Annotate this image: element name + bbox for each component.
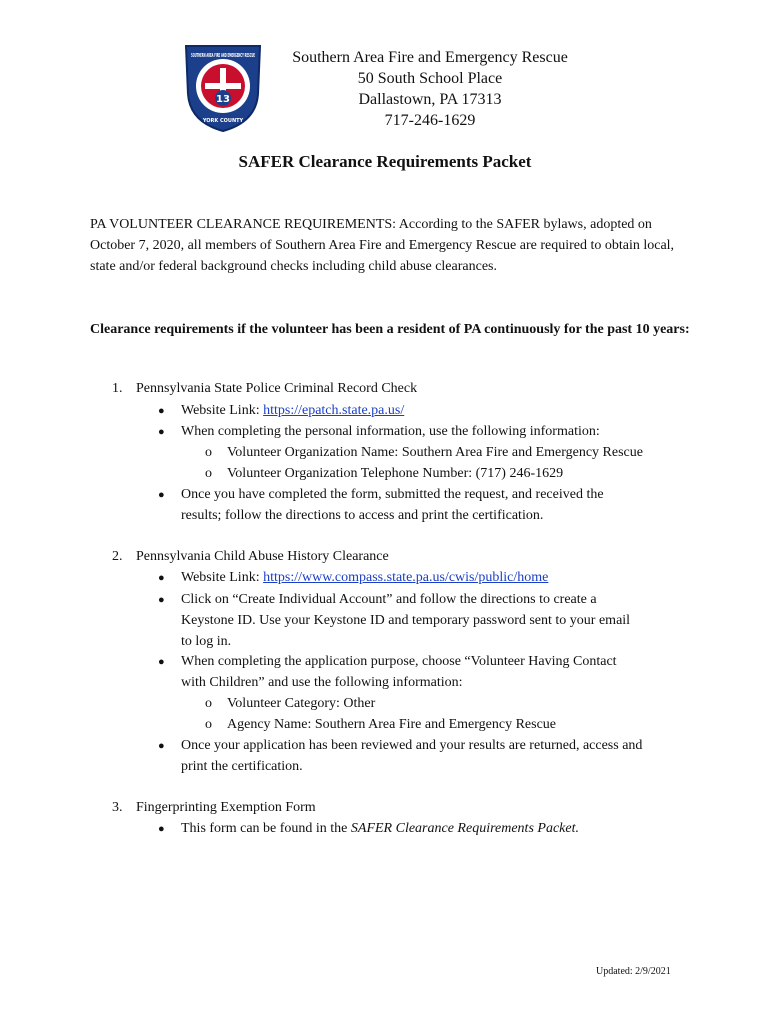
instruction-text: with Children” and use the following information: — [181, 675, 463, 690]
organization-header — [250, 47, 610, 131]
org-phone: 717-246-1629 — [384, 112, 476, 129]
item-number: 3. — [112, 800, 123, 815]
instruction-text: Click on “Create Individual Account” and follow the directions to create a — [181, 592, 597, 607]
bullet: ● — [158, 426, 165, 438]
packet-name: SAFER Clearance Requirements Packet. — [350, 821, 579, 836]
updated-date: Updated: 2/9/2021 — [596, 966, 671, 977]
link-line — [181, 567, 548, 588]
bullet: ● — [158, 572, 165, 584]
instruction-text: print the certification. — [181, 759, 303, 774]
instruction-prefix: This form can be found in the — [181, 821, 351, 836]
sub-bullet: o — [205, 445, 212, 460]
sub-bullet: o — [205, 466, 212, 481]
bullet: ● — [158, 405, 165, 417]
logo-bottom-text: YORK COUNTY — [202, 118, 244, 124]
org-name: Southern Area Fire and Emergency Rescue — [292, 49, 568, 66]
instruction-text: Once you have completed the form, submitted the request, and received the — [181, 487, 604, 502]
item-title: Pennsylvania State Police Criminal Record Check — [136, 381, 418, 396]
item-title: Fingerprinting Exemption Form — [136, 800, 316, 815]
link-line — [181, 400, 404, 421]
sub-item-text: Volunteer Category: Other — [227, 696, 376, 711]
intro-paragraph: PA VOLUNTEER CLEARANCE REQUIREMENTS: According to the SAFER bylaws, adopted on October 7, 2020, all members of Southern Area Fire and Emergency Rescue are required to obtain local, state and/or federal background checks including child abuse clearances. — [90, 217, 675, 274]
logo-number: 13 — [216, 94, 230, 105]
psp-website-link[interactable]: https://epatch.state.pa.us/ — [263, 403, 405, 418]
instruction-text: to log in. — [181, 634, 232, 649]
link-label: Website Link: — [181, 403, 264, 418]
sub-item-text: Volunteer Organization Name: Southern Area Fire and Emergency Rescue — [227, 445, 643, 460]
compass-website-link[interactable]: https://www.compass.state.pa.us/cwis/public/home — [263, 570, 549, 585]
instruction-text: When completing the application purpose, choose “Volunteer Having Contact — [181, 654, 617, 669]
instruction-text — [181, 818, 579, 839]
sub-item-text: Agency Name: Southern Area Fire and Emergency Rescue — [227, 717, 557, 732]
bullet: ● — [158, 740, 165, 752]
org-address-line2: Dallastown, PA 17313 — [358, 91, 502, 108]
item-title: Pennsylvania Child Abuse History Clearance — [136, 549, 389, 564]
instruction-text: results; follow the directions to access and print the certification. — [181, 508, 544, 523]
instruction-text: Keystone ID. Use your Keystone ID and temporary password sent to your email — [181, 613, 631, 628]
item-number: 2. — [112, 549, 123, 564]
link-label: Website Link: — [181, 570, 264, 585]
instruction-text: When completing the personal information, use the following information: — [181, 424, 600, 439]
org-address-line1: 50 South School Place — [357, 70, 503, 87]
sub-bullet: o — [205, 696, 212, 711]
bullet: ● — [158, 823, 165, 835]
item-number: 1. — [112, 381, 123, 396]
bullet: ● — [158, 489, 165, 501]
bullet: ● — [158, 594, 165, 606]
section-heading: Clearance requirements if the volunteer has been a resident of PA continuously for the past 10 years: — [90, 322, 690, 337]
instruction-text: Once your application has been reviewed and your results are returned, access and — [181, 738, 643, 753]
logo-ring-text: SOUTHERN AREA FIRE AND EMERGENCY RESCUE — [191, 53, 256, 59]
sub-bullet: o — [205, 717, 212, 732]
sub-item-text: Volunteer Organization Telephone Number: (717) 246-1629 — [227, 466, 564, 481]
bullet: ● — [158, 656, 165, 668]
document-title: SAFER Clearance Requirements Packet — [238, 152, 532, 171]
